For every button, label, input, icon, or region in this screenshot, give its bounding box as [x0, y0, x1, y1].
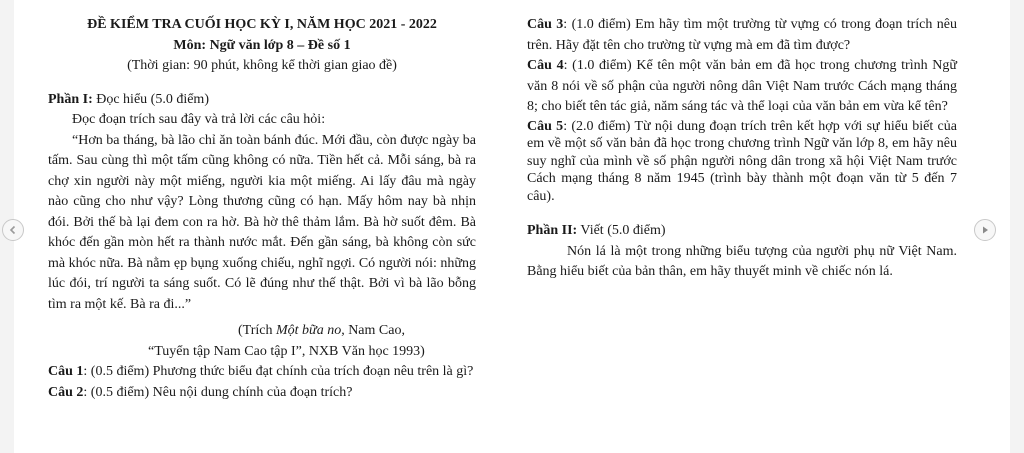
question-3-text: : (1.0 điểm) Em hãy tìm một trường từ vựng có trong đoạn trích nêu trên. Hãy đặt tên cho trường từ vựng mà em đã tìm được?	[527, 17, 957, 53]
question-1	[48, 362, 476, 383]
question-3	[527, 15, 957, 56]
question-4	[527, 56, 957, 118]
play-right-icon	[980, 225, 990, 235]
question-2-label: Câu 2	[48, 384, 84, 400]
part2-label-rest: Viết (5.0 điểm)	[577, 223, 666, 238]
part1-label-rest: Đọc hiểu (5.0 điểm)	[92, 91, 209, 107]
source-suffix: , Nam Cao,	[341, 323, 405, 338]
next-page-button[interactable]	[974, 219, 996, 241]
question-2-text: : (0.5 điểm) Nêu nội dung chính của đoạn trích?	[83, 384, 353, 400]
previous-page-button[interactable]	[2, 219, 24, 241]
part1-instruction: Đọc đoạn trích sau đây và trả lời các câu hỏi:	[72, 112, 326, 127]
part1-label: Phần I:	[48, 91, 93, 107]
source-title: Một bữa no	[276, 323, 342, 338]
part2-prompt: Nón lá là một trong những biểu tượng của người phụ nữ Việt Nam. Bằng hiểu biết của bản thân, em hãy thuyết minh về chiếc nón lá.	[527, 243, 957, 279]
part2-label: Phần II:	[527, 223, 578, 238]
question-5-text: : (2.0 điểm) Từ nội dung đoạn trích trên kết hợp với sự hiểu biết của em về một số văn bản đã học trong chương trình Ngữ văn lớp 8, em hãy nêu suy nghĩ của mình về số phận người nông dân trong xã hội Việt Nam trước Cách mạng tháng 8 năm 1945 (trình bày thành một đoạn văn từ 5 đến 7 câu).	[527, 118, 957, 204]
question-1-label: Câu 1	[48, 364, 84, 379]
passage: “Hơn ba tháng, bà lão chỉ ăn toàn bánh đúc. Mới đầu, còn được ngày ba tấm. Sau cùng thì một tấm cũng không có nữa. Tiền hết cả. Mỗi sáng, bà ra chợ xin người này một miếng, người kia một miếng. Ai lấy đâu mà ngày nào cũng cho như vậy? Lòng thương cũng có hạn. Mấy hôm nay bà nhịn đói. Bởi thế bà lại đem con ra hờ. Bà hờ thê thảm lắm. Bà hờ suốt đêm. Bà khóc đến gần mòn hết ra thành nước mắt. Đến gần sáng, bà không còn sức mà khóc nữa. Bà nằm ẹp bụng xuống chiếu, nghĩ ngợi. Có người nói: những lúc đói, trí người ta sáng suốt. Có lẽ đúng như thế thật. Bởi vì bà lão bỗng tìm ra một kế. Bà ra đi...”	[48, 132, 476, 312]
question-5	[527, 118, 957, 206]
part2-heading	[527, 221, 957, 242]
source-prefix: (Trích	[238, 323, 276, 338]
exam-subject: Môn: Ngữ văn lớp 8 – Đề số 1	[173, 37, 351, 53]
question-5-label: Câu 5	[527, 118, 564, 134]
chevron-left-icon	[8, 225, 18, 235]
source-line-1	[48, 321, 476, 342]
question-4-label: Câu 4	[527, 58, 564, 73]
question-3-label: Câu 3	[527, 17, 564, 32]
source-line-2: “Tuyển tập Nam Cao tập I”, NXB Văn học 1993)	[148, 343, 425, 359]
part1-heading	[48, 90, 476, 111]
left-column	[48, 15, 476, 403]
exam-time: (Thời gian: 90 phút, không kể thời gian giao đề)	[127, 58, 397, 73]
question-2	[48, 383, 476, 404]
question-4-text: : (1.0 điểm) Kể tên một văn bản em đã học trong chương trình Ngữ văn 8 nói về số phận của người nông dân Việt Nam trước Cách mạng tháng 8; cho biết tên tác giả, năm sáng tác và thể loại của văn bản em vừa kể tên?	[527, 58, 957, 114]
right-column	[527, 15, 957, 283]
question-1-text: : (0.5 điểm) Phương thức biểu đạt chính của trích đoạn nêu trên là gì?	[83, 364, 474, 379]
exam-title: ĐỀ KIỂM TRA CUỐI HỌC KỲ I, NĂM HỌC 2021 - 2022	[87, 17, 437, 32]
right-margin-strip	[1010, 0, 1024, 453]
